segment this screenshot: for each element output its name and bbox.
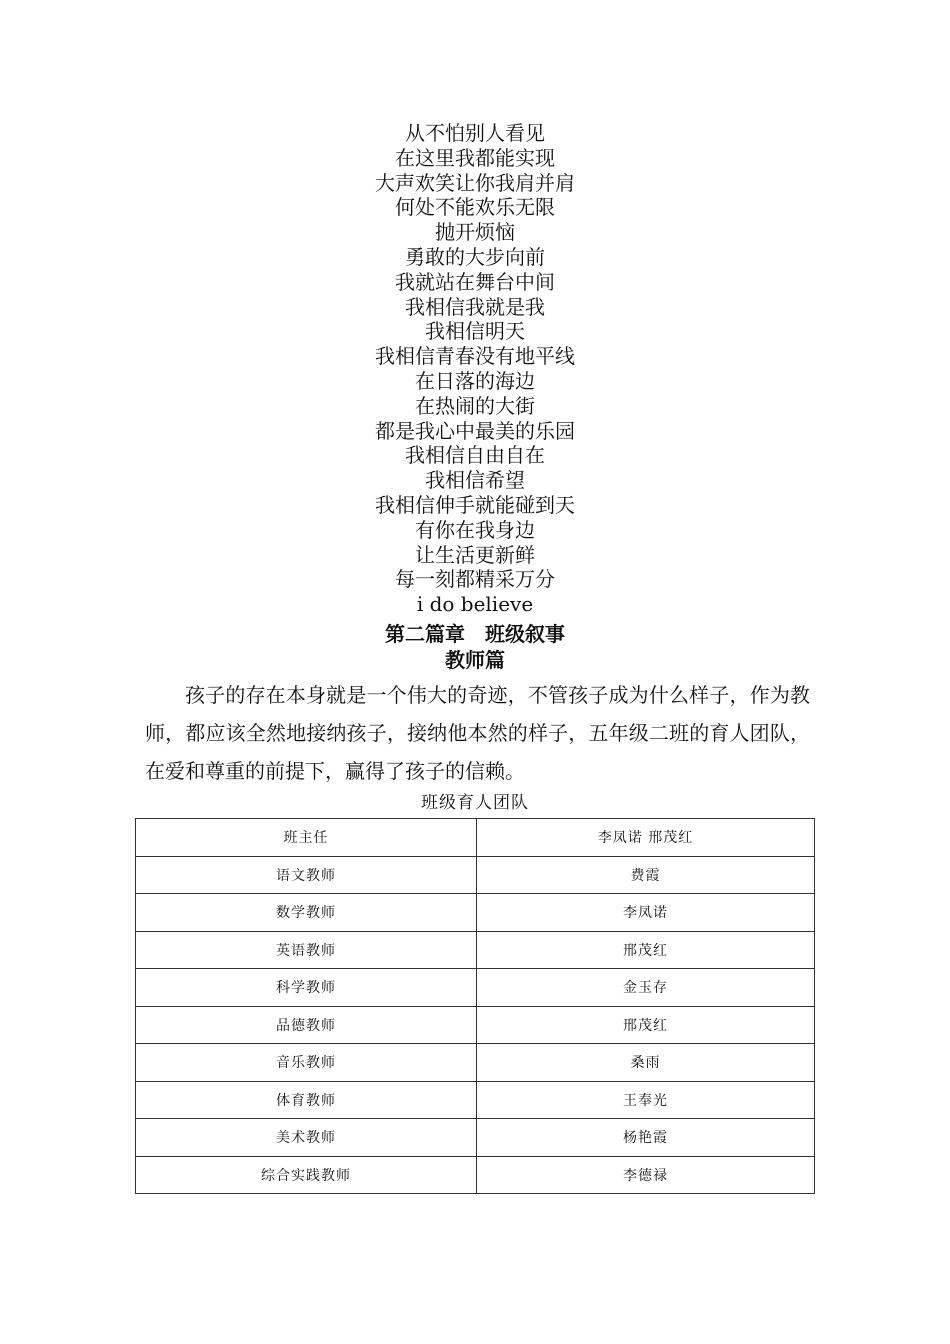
intro-paragraph: 孩子的存在本身就是一个伟大的奇迹，不管孩子成为什么样子，作为教师，都应该全然地接纳孩子，接纳他本然的样子，五年级二班的育人团队，在爱和尊重的前提下，赢得了孩子的信赖。 <box>145 683 810 783</box>
teacher-name-cell: 邢茂红 <box>477 1006 815 1044</box>
poem-line: 我相信我就是我 <box>405 294 545 319</box>
poem-line: 都是我心中最美的乐园 <box>375 418 575 443</box>
role-cell: 班主任 <box>136 819 477 857</box>
table-row <box>136 1081 815 1119</box>
poem-line: 抛开烦恼 <box>435 220 515 245</box>
teacher-name-cell: 李凤诺 邢茂红 <box>477 819 815 857</box>
poem-line: 在日落的海边 <box>415 368 535 393</box>
table-row <box>136 1044 815 1082</box>
table-row <box>136 856 815 894</box>
role-cell: 音乐教师 <box>136 1044 477 1082</box>
table-row <box>136 1156 815 1194</box>
poem-line: 何处不能欢乐无限 <box>395 195 555 220</box>
role-cell: 体育教师 <box>136 1081 477 1119</box>
poem-line: 让生活更新鲜 <box>415 542 535 567</box>
role-cell: 科学教师 <box>136 969 477 1007</box>
poem-line: 大声欢笑让你我肩并肩 <box>375 170 575 195</box>
table-row <box>136 894 815 932</box>
section-title: 教师篇 <box>445 648 505 672</box>
teacher-name-cell: 费霞 <box>477 856 815 894</box>
chapter-title: 第二篇章 班级叙事 <box>385 622 565 646</box>
role-cell: 英语教师 <box>136 931 477 969</box>
poem-line: 我相信希望 <box>425 468 525 493</box>
poem-lyrics <box>0 121 950 617</box>
teacher-name-cell: 邢茂红 <box>477 931 815 969</box>
poem-line: 从不怕别人看见 <box>405 121 545 145</box>
teacher-name-cell: 李凤诺 <box>477 894 815 932</box>
teacher-name-cell: 金玉存 <box>477 969 815 1007</box>
poem-line: 我相信明天 <box>425 319 525 344</box>
poem-line: i do believe <box>416 592 534 617</box>
poem-line: 每一刻都精采万分 <box>395 567 555 592</box>
teacher-team-table <box>135 818 815 1194</box>
poem-line: 我就站在舞台中间 <box>395 269 555 294</box>
poem-line: 我相信自由自在 <box>405 443 545 468</box>
table-row <box>136 931 815 969</box>
role-cell: 语文教师 <box>136 856 477 894</box>
table-row <box>136 1119 815 1157</box>
poem-line: 勇敢的大步向前 <box>405 244 545 269</box>
teacher-name-cell: 李德禄 <box>477 1156 815 1194</box>
role-cell: 美术教师 <box>136 1119 477 1157</box>
teacher-name-cell: 桑雨 <box>477 1044 815 1082</box>
teacher-name-cell: 王奉光 <box>477 1081 815 1119</box>
teacher-name-cell: 杨艳霞 <box>477 1119 815 1157</box>
role-cell: 数学教师 <box>136 894 477 932</box>
poem-line: 在热闹的大街 <box>415 393 535 418</box>
poem-line: 在这里我都能实现 <box>395 145 555 170</box>
poem-line: 我相信青春没有地平线 <box>375 344 575 369</box>
table-row <box>136 819 815 857</box>
role-cell: 综合实践教师 <box>136 1156 477 1194</box>
table-row <box>136 1006 815 1044</box>
poem-line: 有你在我身边 <box>415 517 535 542</box>
table-caption: 班级育人团队 <box>421 793 529 813</box>
poem-line: 我相信伸手就能碰到天 <box>375 492 575 517</box>
table-row <box>136 969 815 1007</box>
role-cell: 品德教师 <box>136 1006 477 1044</box>
